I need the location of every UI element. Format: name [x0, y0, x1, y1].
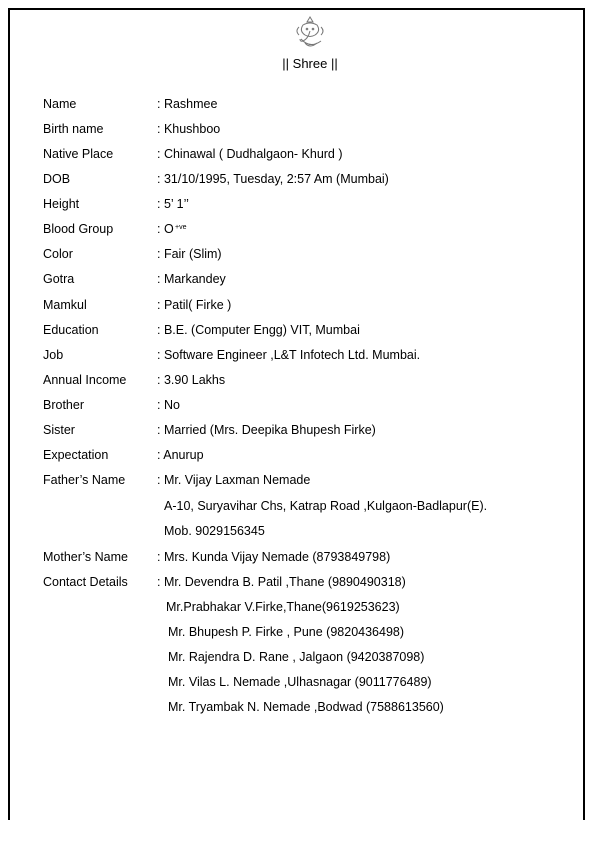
page-title: || Shree ||	[282, 56, 338, 71]
row-label: Contact Details	[43, 575, 128, 589]
row-label: Education	[43, 323, 99, 337]
row-label: Gotra	[43, 272, 75, 286]
row-label: DOB	[43, 172, 71, 186]
row-label: Native Place	[43, 147, 114, 161]
row-value: : Chinawal ( Dudhalgaon- Khurd )	[157, 147, 343, 161]
row-label: Birth name	[43, 122, 104, 136]
row-label: Name	[43, 97, 77, 111]
row-label: Color	[43, 247, 73, 261]
row-label: Sister	[43, 423, 75, 437]
row-label: Expectation	[43, 448, 109, 462]
row-value: : 5’ 1’’	[157, 197, 189, 211]
row-label: Mamkul	[43, 298, 87, 312]
row-value: : Married (Mrs. Deepika Bhupesh Firke)	[157, 423, 376, 437]
father-address: A-10, Suryavihar Chs, Katrap Road ,Kulgaon-Badlapur(E).	[164, 499, 488, 513]
contact-line: Mr. Rajendra D. Rane , Jalgaon (9420387098)	[168, 650, 425, 664]
contact-line: Mr. Tryambak N. Nemade ,Bodwad (7588613560)	[168, 700, 444, 714]
row-value: : B.E. (Computer Engg) VIT, Mumbai	[157, 323, 360, 337]
row-label: Mother’s Name	[43, 550, 128, 564]
row-value: : Anurup	[157, 448, 204, 462]
row-label: Father’s Name	[43, 473, 126, 487]
contact-line: Mr. Vilas L. Nemade ,Ulhasnagar (9011776489)	[168, 675, 432, 689]
contact-line: Mr.Prabhakar V.Firke,Thane(9619253623)	[166, 600, 400, 614]
row-value: : 3.90 Lakhs	[157, 373, 226, 387]
row-label: Blood Group	[43, 222, 114, 236]
row-value-superscript: +ve	[175, 224, 187, 231]
row-value: : 31/10/1995, Tuesday, 2:57 Am (Mumbai)	[157, 172, 389, 186]
row-value: : Khushboo	[157, 122, 221, 136]
row-label: Brother	[43, 398, 84, 412]
row-value: : Fair (Slim)	[157, 247, 222, 261]
row-label: Height	[43, 197, 80, 211]
row-value: : Mrs. Kunda Vijay Nemade (8793849798)	[157, 550, 391, 564]
row-value: : Mr. Devendra B. Patil ,Thane (9890490318)	[157, 575, 406, 589]
father-mobile: Mob. 9029156345	[164, 524, 265, 538]
row-value: : No	[157, 398, 180, 412]
row-value: : Patil( Firke )	[157, 298, 232, 312]
contact-line: Mr. Bhupesh P. Firke , Pune (9820436498)	[168, 625, 405, 639]
ganesha-logo-icon	[293, 15, 327, 51]
row-value: : O	[157, 222, 174, 236]
row-label: Annual Income	[43, 373, 127, 387]
row-value: : Software Engineer ,L&T Infotech Ltd. Mumbai.	[157, 348, 421, 362]
row-value: : Markandey	[157, 272, 226, 286]
row-label: Job	[43, 348, 64, 362]
row-value: : Mr. Vijay Laxman Nemade	[157, 473, 311, 487]
row-value: : Rashmee	[157, 97, 218, 111]
